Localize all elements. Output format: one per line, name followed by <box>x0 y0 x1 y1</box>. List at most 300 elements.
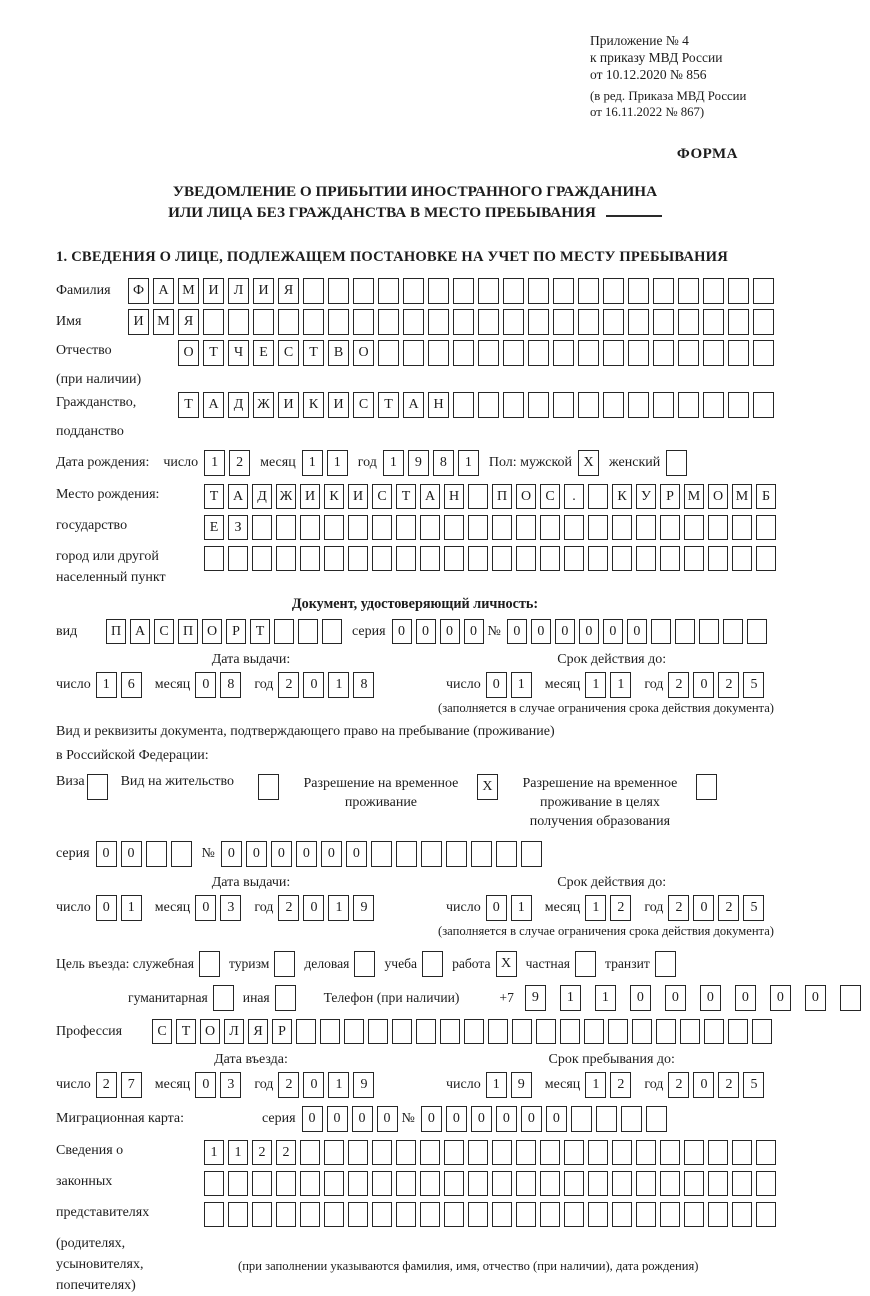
char-cell[interactable] <box>420 1202 440 1227</box>
char-cell[interactable]: 0 <box>521 1106 542 1132</box>
char-cell[interactable] <box>628 309 649 335</box>
char-cell[interactable] <box>300 1202 320 1227</box>
char-cell[interactable] <box>512 1019 532 1044</box>
checkbox-sex-male[interactable]: X <box>578 450 599 476</box>
char-cell[interactable]: 0 <box>693 1072 714 1098</box>
char-cell[interactable]: О <box>353 340 374 366</box>
char-cell[interactable]: И <box>328 392 349 418</box>
char-cell[interactable]: О <box>200 1019 220 1044</box>
char-cell[interactable] <box>492 1202 512 1227</box>
char-cell[interactable]: 0 <box>531 619 551 644</box>
char-cell[interactable] <box>636 515 656 540</box>
char-cell[interactable] <box>252 515 272 540</box>
char-cell[interactable] <box>603 309 624 335</box>
char-cell[interactable]: 0 <box>352 1106 373 1132</box>
char-cell[interactable] <box>300 1171 320 1196</box>
char-cell[interactable]: М <box>684 484 704 509</box>
char-cell[interactable] <box>728 392 749 418</box>
char-cell[interactable]: 0 <box>392 619 412 644</box>
char-cell[interactable]: 5 <box>743 672 764 698</box>
char-cell[interactable] <box>298 619 318 644</box>
char-cell[interactable]: 0 <box>496 1106 517 1132</box>
char-cell[interactable]: Ч <box>228 340 249 366</box>
char-cell[interactable] <box>588 484 608 509</box>
char-cell[interactable] <box>560 1019 580 1044</box>
char-cell[interactable] <box>612 1171 632 1196</box>
char-cell[interactable] <box>675 619 695 644</box>
char-cell[interactable]: К <box>612 484 632 509</box>
char-cell[interactable] <box>146 841 167 867</box>
char-cell[interactable] <box>564 1171 584 1196</box>
char-cell[interactable] <box>488 1019 508 1044</box>
char-cell[interactable] <box>753 340 774 366</box>
char-cell[interactable] <box>204 1202 224 1227</box>
checkbox-sex-female[interactable] <box>666 450 687 476</box>
char-cell[interactable] <box>252 1202 272 1227</box>
char-cell[interactable]: Л <box>228 278 249 304</box>
char-cell[interactable] <box>516 515 536 540</box>
char-cell[interactable] <box>628 340 649 366</box>
char-cell[interactable] <box>612 515 632 540</box>
char-cell[interactable] <box>516 1171 536 1196</box>
char-cell[interactable]: 0 <box>195 895 216 921</box>
char-cell[interactable]: 0 <box>377 1106 398 1132</box>
char-cell[interactable]: 0 <box>416 619 436 644</box>
char-cell[interactable] <box>528 392 549 418</box>
char-cell[interactable] <box>303 278 324 304</box>
char-cell[interactable] <box>228 309 249 335</box>
char-cell[interactable] <box>584 1019 604 1044</box>
char-cell[interactable]: 6 <box>121 672 142 698</box>
char-cell[interactable]: 1 <box>96 672 117 698</box>
char-cell[interactable] <box>420 1140 440 1165</box>
char-cell[interactable]: 2 <box>252 1140 272 1165</box>
char-cell[interactable] <box>636 546 656 571</box>
char-cell[interactable]: С <box>152 1019 172 1044</box>
char-cell[interactable]: Р <box>226 619 246 644</box>
char-cell[interactable] <box>396 515 416 540</box>
char-cell[interactable]: И <box>348 484 368 509</box>
char-cell[interactable] <box>840 985 861 1011</box>
char-cell[interactable]: 0 <box>464 619 484 644</box>
char-cell[interactable] <box>371 841 392 867</box>
char-cell[interactable]: Ж <box>253 392 274 418</box>
char-cell[interactable] <box>396 546 416 571</box>
char-cell[interactable]: К <box>324 484 344 509</box>
checkbox-study[interactable] <box>422 951 443 977</box>
char-cell[interactable] <box>588 1202 608 1227</box>
char-cell[interactable] <box>444 515 464 540</box>
char-cell[interactable]: 0 <box>246 841 267 867</box>
char-cell[interactable] <box>612 546 632 571</box>
char-cell[interactable]: Т <box>378 392 399 418</box>
char-cell[interactable] <box>372 1171 392 1196</box>
char-cell[interactable] <box>492 515 512 540</box>
char-cell[interactable]: Д <box>252 484 272 509</box>
char-cell[interactable] <box>732 1171 752 1196</box>
char-cell[interactable]: С <box>372 484 392 509</box>
char-cell[interactable]: У <box>636 484 656 509</box>
char-cell[interactable] <box>444 1171 464 1196</box>
char-cell[interactable] <box>540 546 560 571</box>
char-cell[interactable]: А <box>130 619 150 644</box>
char-cell[interactable] <box>703 392 724 418</box>
char-cell[interactable]: 0 <box>96 841 117 867</box>
char-cell[interactable] <box>596 1106 617 1132</box>
char-cell[interactable]: 3 <box>220 1072 241 1098</box>
char-cell[interactable] <box>503 278 524 304</box>
char-cell[interactable] <box>588 1140 608 1165</box>
char-cell[interactable] <box>372 546 392 571</box>
char-cell[interactable] <box>708 515 728 540</box>
char-cell[interactable] <box>276 1202 296 1227</box>
char-cell[interactable]: 0 <box>693 895 714 921</box>
char-cell[interactable]: 0 <box>630 985 651 1011</box>
char-cell[interactable]: 0 <box>805 985 826 1011</box>
char-cell[interactable] <box>492 1140 512 1165</box>
char-cell[interactable] <box>608 1019 628 1044</box>
char-cell[interactable]: П <box>106 619 126 644</box>
char-cell[interactable] <box>378 340 399 366</box>
char-cell[interactable] <box>660 1171 680 1196</box>
char-cell[interactable] <box>420 1171 440 1196</box>
char-cell[interactable] <box>578 392 599 418</box>
char-cell[interactable]: А <box>203 392 224 418</box>
char-cell[interactable]: З <box>228 515 248 540</box>
char-cell[interactable]: Н <box>444 484 464 509</box>
char-cell[interactable]: 1 <box>560 985 581 1011</box>
char-cell[interactable] <box>628 392 649 418</box>
char-cell[interactable] <box>496 841 517 867</box>
char-cell[interactable] <box>348 1140 368 1165</box>
char-cell[interactable] <box>324 1171 344 1196</box>
char-cell[interactable]: Я <box>248 1019 268 1044</box>
char-cell[interactable] <box>684 1140 704 1165</box>
char-cell[interactable]: 2 <box>718 1072 739 1098</box>
char-cell[interactable]: Т <box>178 392 199 418</box>
char-cell[interactable]: 2 <box>278 672 299 698</box>
char-cell[interactable] <box>753 309 774 335</box>
char-cell[interactable]: Я <box>278 278 299 304</box>
char-cell[interactable] <box>228 1171 248 1196</box>
char-cell[interactable] <box>468 515 488 540</box>
char-cell[interactable] <box>704 1019 724 1044</box>
char-cell[interactable] <box>453 392 474 418</box>
char-cell[interactable] <box>203 309 224 335</box>
checkbox-business[interactable] <box>354 951 375 977</box>
checkbox-transit[interactable] <box>655 951 676 977</box>
char-cell[interactable]: 1 <box>458 450 479 476</box>
char-cell[interactable]: 2 <box>610 895 631 921</box>
char-cell[interactable] <box>468 1140 488 1165</box>
checkbox-other[interactable] <box>275 985 296 1011</box>
char-cell[interactable] <box>678 340 699 366</box>
char-cell[interactable] <box>653 309 674 335</box>
char-cell[interactable]: О <box>516 484 536 509</box>
char-cell[interactable] <box>753 278 774 304</box>
char-cell[interactable] <box>171 841 192 867</box>
char-cell[interactable] <box>680 1019 700 1044</box>
char-cell[interactable] <box>204 1171 224 1196</box>
char-cell[interactable] <box>528 309 549 335</box>
char-cell[interactable]: 2 <box>229 450 250 476</box>
char-cell[interactable] <box>396 841 417 867</box>
char-cell[interactable] <box>660 1202 680 1227</box>
char-cell[interactable] <box>612 1202 632 1227</box>
char-cell[interactable]: М <box>153 309 174 335</box>
char-cell[interactable] <box>274 619 294 644</box>
char-cell[interactable] <box>653 340 674 366</box>
char-cell[interactable] <box>540 515 560 540</box>
char-cell[interactable]: 1 <box>585 895 606 921</box>
char-cell[interactable]: 2 <box>96 1072 117 1098</box>
char-cell[interactable] <box>392 1019 412 1044</box>
char-cell[interactable] <box>421 841 442 867</box>
char-cell[interactable] <box>300 1140 320 1165</box>
char-cell[interactable] <box>276 1171 296 1196</box>
char-cell[interactable] <box>503 392 524 418</box>
char-cell[interactable] <box>636 1140 656 1165</box>
char-cell[interactable] <box>396 1202 416 1227</box>
char-cell[interactable] <box>453 278 474 304</box>
char-cell[interactable] <box>656 1019 676 1044</box>
char-cell[interactable]: М <box>178 278 199 304</box>
char-cell[interactable] <box>278 309 299 335</box>
char-cell[interactable]: 1 <box>327 450 348 476</box>
char-cell[interactable] <box>204 546 224 571</box>
char-cell[interactable]: 1 <box>204 1140 224 1165</box>
char-cell[interactable]: 0 <box>321 841 342 867</box>
char-cell[interactable]: К <box>303 392 324 418</box>
char-cell[interactable]: 0 <box>121 841 142 867</box>
char-cell[interactable]: Л <box>224 1019 244 1044</box>
char-cell[interactable] <box>678 309 699 335</box>
char-cell[interactable]: 1 <box>121 895 142 921</box>
char-cell[interactable]: 1 <box>302 450 323 476</box>
char-cell[interactable] <box>678 278 699 304</box>
char-cell[interactable] <box>348 546 368 571</box>
char-cell[interactable] <box>732 546 752 571</box>
char-cell[interactable]: 0 <box>555 619 575 644</box>
char-cell[interactable]: 1 <box>585 1072 606 1098</box>
char-cell[interactable] <box>540 1202 560 1227</box>
char-cell[interactable] <box>348 1171 368 1196</box>
char-cell[interactable] <box>492 1171 512 1196</box>
checkbox-temp-residence-education[interactable] <box>696 774 717 800</box>
char-cell[interactable] <box>444 1140 464 1165</box>
char-cell[interactable]: 0 <box>579 619 599 644</box>
char-cell[interactable]: 2 <box>718 895 739 921</box>
char-cell[interactable]: 0 <box>507 619 527 644</box>
char-cell[interactable]: 0 <box>302 1106 323 1132</box>
char-cell[interactable]: 2 <box>668 1072 689 1098</box>
char-cell[interactable] <box>646 1106 667 1132</box>
char-cell[interactable]: 0 <box>303 672 324 698</box>
char-cell[interactable]: А <box>228 484 248 509</box>
char-cell[interactable] <box>578 278 599 304</box>
char-cell[interactable] <box>324 1202 344 1227</box>
char-cell[interactable]: М <box>732 484 752 509</box>
char-cell[interactable] <box>653 278 674 304</box>
char-cell[interactable]: 9 <box>408 450 429 476</box>
char-cell[interactable] <box>453 340 474 366</box>
char-cell[interactable] <box>416 1019 436 1044</box>
char-cell[interactable] <box>660 1140 680 1165</box>
char-cell[interactable]: 0 <box>96 895 117 921</box>
char-cell[interactable] <box>464 1019 484 1044</box>
char-cell[interactable] <box>728 340 749 366</box>
char-cell[interactable] <box>478 278 499 304</box>
checkbox-tourism[interactable] <box>274 951 295 977</box>
char-cell[interactable] <box>492 546 512 571</box>
char-cell[interactable]: 0 <box>271 841 292 867</box>
char-cell[interactable] <box>753 392 774 418</box>
char-cell[interactable]: О <box>708 484 728 509</box>
char-cell[interactable]: 0 <box>195 1072 216 1098</box>
char-cell[interactable]: 0 <box>440 619 460 644</box>
char-cell[interactable] <box>651 619 671 644</box>
char-cell[interactable] <box>428 309 449 335</box>
char-cell[interactable] <box>660 546 680 571</box>
char-cell[interactable]: Р <box>272 1019 292 1044</box>
char-cell[interactable] <box>708 1140 728 1165</box>
char-cell[interactable]: 0 <box>346 841 367 867</box>
char-cell[interactable] <box>528 278 549 304</box>
char-cell[interactable] <box>428 278 449 304</box>
char-cell[interactable]: 9 <box>525 985 546 1011</box>
char-cell[interactable]: С <box>154 619 174 644</box>
char-cell[interactable]: 1 <box>328 672 349 698</box>
checkbox-residence-permit[interactable] <box>258 774 279 800</box>
checkbox-visa[interactable] <box>87 774 108 800</box>
char-cell[interactable]: О <box>178 340 199 366</box>
char-cell[interactable]: 0 <box>327 1106 348 1132</box>
char-cell[interactable]: 9 <box>511 1072 532 1098</box>
char-cell[interactable] <box>553 309 574 335</box>
char-cell[interactable]: И <box>300 484 320 509</box>
char-cell[interactable]: 2 <box>668 672 689 698</box>
char-cell[interactable]: 0 <box>627 619 647 644</box>
char-cell[interactable]: И <box>203 278 224 304</box>
char-cell[interactable] <box>372 1140 392 1165</box>
char-cell[interactable] <box>756 546 776 571</box>
char-cell[interactable] <box>303 309 324 335</box>
char-cell[interactable]: В <box>328 340 349 366</box>
char-cell[interactable] <box>276 546 296 571</box>
char-cell[interactable] <box>660 515 680 540</box>
char-cell[interactable] <box>468 1171 488 1196</box>
char-cell[interactable]: Т <box>396 484 416 509</box>
char-cell[interactable]: 0 <box>303 895 324 921</box>
char-cell[interactable] <box>320 1019 340 1044</box>
char-cell[interactable]: 1 <box>328 1072 349 1098</box>
char-cell[interactable]: П <box>178 619 198 644</box>
char-cell[interactable]: 0 <box>486 895 507 921</box>
char-cell[interactable] <box>478 340 499 366</box>
char-cell[interactable] <box>603 392 624 418</box>
char-cell[interactable] <box>420 515 440 540</box>
char-cell[interactable]: О <box>202 619 222 644</box>
char-cell[interactable] <box>528 340 549 366</box>
char-cell[interactable]: 5 <box>743 1072 764 1098</box>
char-cell[interactable] <box>328 278 349 304</box>
char-cell[interactable] <box>440 1019 460 1044</box>
char-cell[interactable] <box>699 619 719 644</box>
char-cell[interactable] <box>372 515 392 540</box>
char-cell[interactable]: А <box>153 278 174 304</box>
char-cell[interactable] <box>703 278 724 304</box>
char-cell[interactable] <box>468 484 488 509</box>
char-cell[interactable] <box>747 619 767 644</box>
char-cell[interactable] <box>468 546 488 571</box>
char-cell[interactable] <box>723 619 743 644</box>
char-cell[interactable] <box>684 546 704 571</box>
char-cell[interactable] <box>396 1140 416 1165</box>
char-cell[interactable] <box>428 340 449 366</box>
char-cell[interactable]: С <box>353 392 374 418</box>
char-cell[interactable]: 8 <box>220 672 241 698</box>
char-cell[interactable] <box>540 1171 560 1196</box>
char-cell[interactable] <box>253 309 274 335</box>
char-cell[interactable] <box>478 309 499 335</box>
char-cell[interactable]: И <box>253 278 274 304</box>
char-cell[interactable] <box>621 1106 642 1132</box>
char-cell[interactable] <box>403 309 424 335</box>
char-cell[interactable]: 0 <box>770 985 791 1011</box>
char-cell[interactable] <box>322 619 342 644</box>
char-cell[interactable]: 0 <box>446 1106 467 1132</box>
char-cell[interactable] <box>453 309 474 335</box>
char-cell[interactable] <box>478 392 499 418</box>
char-cell[interactable]: 2 <box>276 1140 296 1165</box>
char-cell[interactable]: С <box>278 340 299 366</box>
char-cell[interactable] <box>684 1171 704 1196</box>
char-cell[interactable] <box>540 1140 560 1165</box>
char-cell[interactable] <box>300 546 320 571</box>
char-cell[interactable]: 0 <box>296 841 317 867</box>
char-cell[interactable]: Я <box>178 309 199 335</box>
char-cell[interactable] <box>684 1202 704 1227</box>
char-cell[interactable] <box>571 1106 592 1132</box>
char-cell[interactable]: 1 <box>228 1140 248 1165</box>
char-cell[interactable] <box>252 546 272 571</box>
char-cell[interactable]: 8 <box>433 450 454 476</box>
char-cell[interactable] <box>348 1202 368 1227</box>
char-cell[interactable]: Д <box>228 392 249 418</box>
char-cell[interactable] <box>756 1140 776 1165</box>
char-cell[interactable] <box>564 546 584 571</box>
char-cell[interactable] <box>728 309 749 335</box>
char-cell[interactable] <box>324 1140 344 1165</box>
char-cell[interactable] <box>632 1019 652 1044</box>
char-cell[interactable] <box>588 1171 608 1196</box>
char-cell[interactable] <box>678 392 699 418</box>
char-cell[interactable] <box>756 515 776 540</box>
char-cell[interactable] <box>368 1019 388 1044</box>
char-cell[interactable] <box>324 515 344 540</box>
char-cell[interactable] <box>444 546 464 571</box>
char-cell[interactable] <box>708 546 728 571</box>
char-cell[interactable] <box>732 515 752 540</box>
char-cell[interactable]: 8 <box>353 672 374 698</box>
char-cell[interactable] <box>276 515 296 540</box>
char-cell[interactable]: Т <box>250 619 270 644</box>
char-cell[interactable] <box>564 515 584 540</box>
char-cell[interactable]: Р <box>660 484 680 509</box>
char-cell[interactable] <box>553 392 574 418</box>
char-cell[interactable]: 1 <box>595 985 616 1011</box>
char-cell[interactable]: Е <box>204 515 224 540</box>
